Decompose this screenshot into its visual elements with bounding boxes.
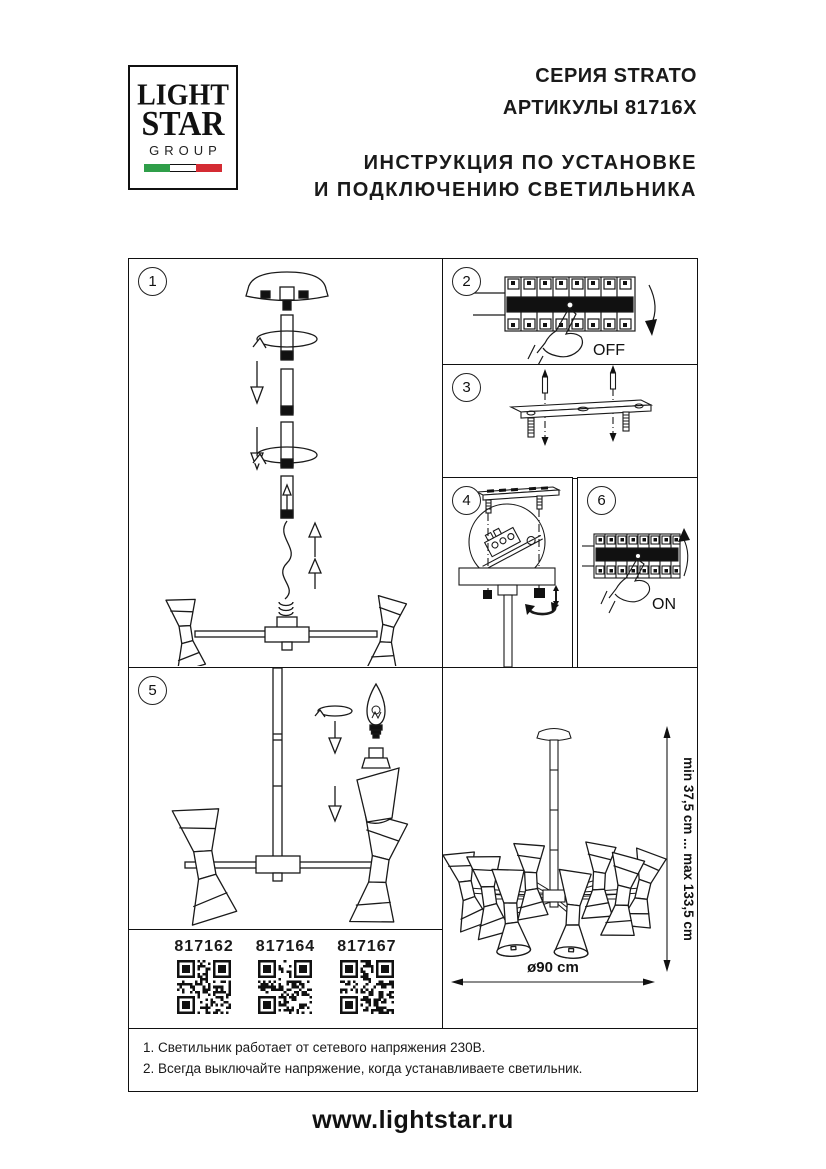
qr-item (256, 938, 315, 1014)
qr-item (174, 938, 233, 1014)
diagram-bulb-shade-install (129, 668, 441, 928)
header-titles (217, 60, 697, 204)
notes-panel (128, 1028, 698, 1092)
step-number-2: 2 (452, 267, 481, 296)
article-number: 817164 (255, 938, 316, 955)
instruction-line-2: И ПОДКЛЮЧЕНИЮ СВЕТИЛЬНИКА (313, 179, 697, 201)
instruction-title (217, 150, 697, 204)
instruction-line-1: ИНСТРУКЦИЯ ПО УСТАНОВКЕ (363, 152, 697, 174)
qr-panel (128, 929, 443, 1029)
logo-text-star: STAR (141, 103, 225, 143)
qr-code (340, 960, 394, 1014)
step-number-3: 3 (452, 373, 481, 402)
logo-text-group: GROUP (149, 142, 222, 158)
note-1: 1. Светильник работает от сетевого напряжения 230В. (143, 1040, 486, 1055)
panel-step-3 (442, 364, 698, 479)
qr-item (337, 938, 396, 1014)
italian-flag-icon (144, 164, 222, 172)
article-number: 817162 (174, 938, 234, 955)
diagram-rod-assembly (129, 259, 441, 666)
diameter-label: ø90 cm (527, 959, 579, 976)
panel-step-5 (128, 667, 443, 930)
step-number-4: 4 (452, 486, 481, 515)
diagram-breaker-off (443, 259, 696, 364)
panel-step-4 (442, 477, 573, 669)
dimensions-panel (442, 667, 698, 1029)
series-title: СЕРИЯ STRATO (535, 65, 697, 87)
article-number: 817167 (337, 938, 397, 955)
logo-text-light: LIGHT (137, 79, 229, 113)
step-number-6: 6 (587, 486, 616, 515)
height-range-label: min 37,5 cm ... max 133,5 cm (681, 757, 696, 941)
articles-title: АРТИКУЛЫ 81716X (502, 97, 697, 119)
diagram-mounting-bracket (443, 365, 696, 477)
panel-step-2 (442, 258, 698, 366)
on-label: ON (652, 596, 676, 613)
note-2: 2. Всегда выключайте напряжение, когда устанавливаете светильник. (143, 1060, 583, 1076)
step-number-1: 1 (138, 267, 167, 296)
panel-step-1 (128, 258, 443, 668)
website-link: www.lightstar.ru (312, 1106, 514, 1134)
diagram-chandelier-dimensions (443, 668, 696, 1027)
socket-ring-icon (362, 748, 390, 768)
step-number-5: 5 (138, 676, 167, 705)
off-label: OFF (593, 342, 625, 359)
qr-code (258, 960, 312, 1014)
qr-code (177, 960, 231, 1014)
panel-step-6 (577, 477, 698, 669)
bulb-icon (367, 684, 385, 738)
